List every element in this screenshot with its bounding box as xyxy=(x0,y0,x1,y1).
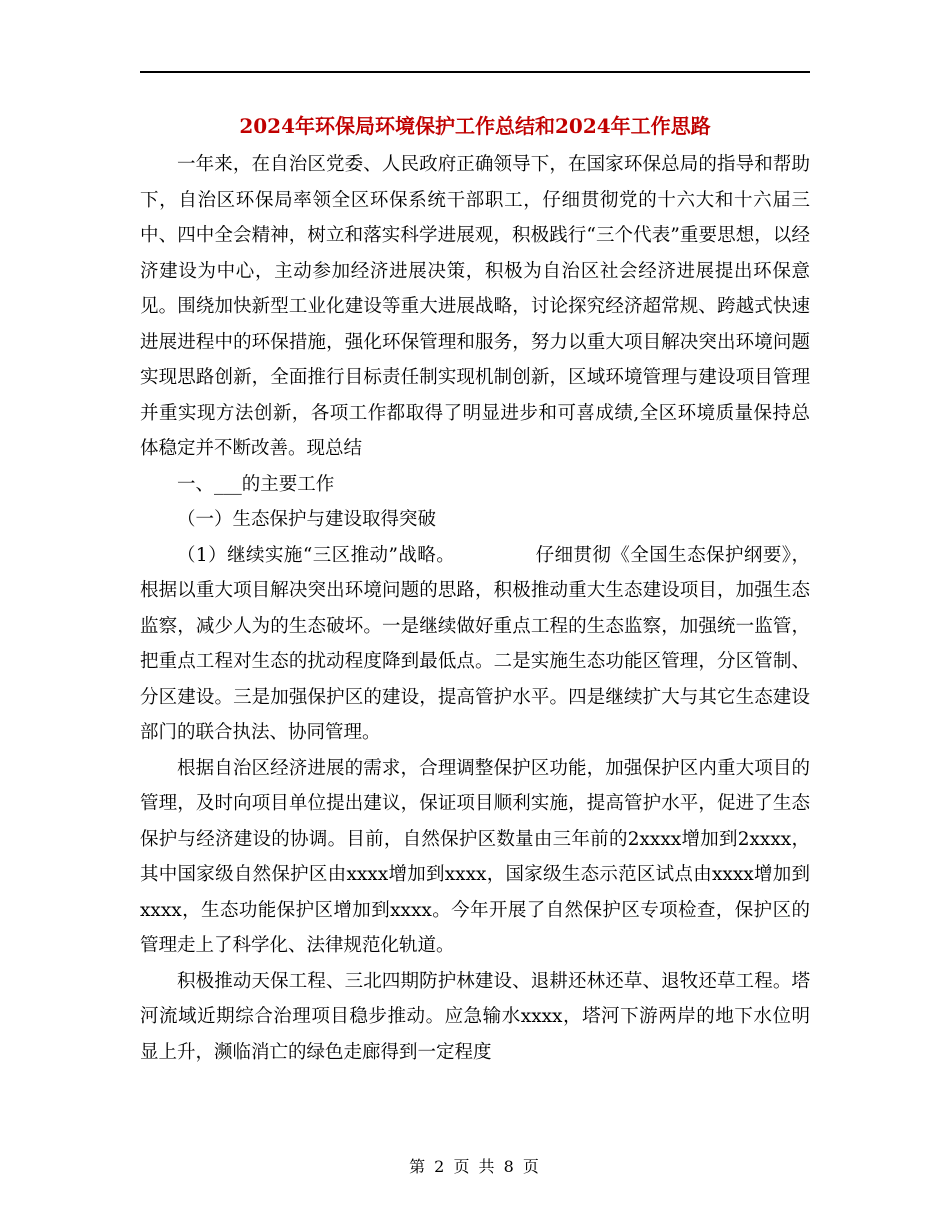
item1-paragraph xyxy=(140,538,810,751)
item1-text: 仔细贯彻《全国生态保护纲要》，根据以重大项目解决突出环境问题的思路，积极推动重大生态建设项目，加强生态监察，减少人为的生态破坏。一是继续做好重点工程的生态监察，加强统一监管，把重点工程对生态的扰动程度降到最低点。二是实施生态功能区管理，分区管制、分区建设。三是加强保护区的建设，提高管护水平。四是继续扩大与其它生态建设部门的联合执法、协同管理。 xyxy=(140,544,810,743)
header-rule xyxy=(140,71,810,73)
subsection-heading: （一）生态保护与建设取得突破 xyxy=(177,509,437,530)
document-title: 2024年环保局环境保护工作总结和2024年工作思路 xyxy=(239,114,711,138)
section-heading: 一、___的主要工作 xyxy=(177,473,335,495)
paragraph-3: 积极推动天保工程、三北四期防护林建设、退耕还林还草、退牧还草工程。塔河流域近期综合治理项目稳步推动。应急输水xxxx，塔河下游两岸的地下水位明显上升，濒临消亡的绿色走廊得到一定程度 xyxy=(140,970,810,1063)
document-body xyxy=(140,147,810,1070)
page-number: 第 2 页 共 8 页 xyxy=(409,1157,541,1176)
paragraph-2: 根据自治区经济进展的需求，合理调整保护区功能，加强保护区内重大项目的管理，及时向项目单位提出建议，保证项目顺利实施，提高管护水平，促进了生态保护与经济建设的协调。目前，自然保护区数量由三年前的2xxxx增加到2xxxx，其中国家级自然保护区由xxxx增加到xxxx，国家级生态示范区试点由xxxx增加到xxxx，生态功能保护区增加到xxxx。今年开展了自然保护区专项检查，保护区的管理走上了科学化、法律规范化轨道。 xyxy=(140,757,810,956)
item1-label: （1）继续实施“三区推动”战略。 xyxy=(177,544,456,566)
intro-paragraph: 一年来，在自治区党委、人民政府正确领导下，在国家环保总局的指导和帮助下，自治区环保局率领全区环保系统干部职工，仔细贯彻党的十六大和十六届三中、四中全会精神，树立和落实科学进展观，积极践行“三个代表”重要思想，以经济建设为中心，主动参加经济进展决策，积极为自治区社会经济进展提出环保意见。围绕加快新型工业化建设等重大进展战略，讨论探究经济超常规、跨越式快速进展进程中的环保措施，强化环保管理和服务，努力以重大项目解决突出环境问题实现思路创新，全面推行目标责任制实现机制创新，区域环境管理与建设项目管理并重实现方法创新，各项工作都取得了明显进步和可喜成绩,全区环境质量保持总体稳定并不断改善。现总结 xyxy=(140,154,810,459)
